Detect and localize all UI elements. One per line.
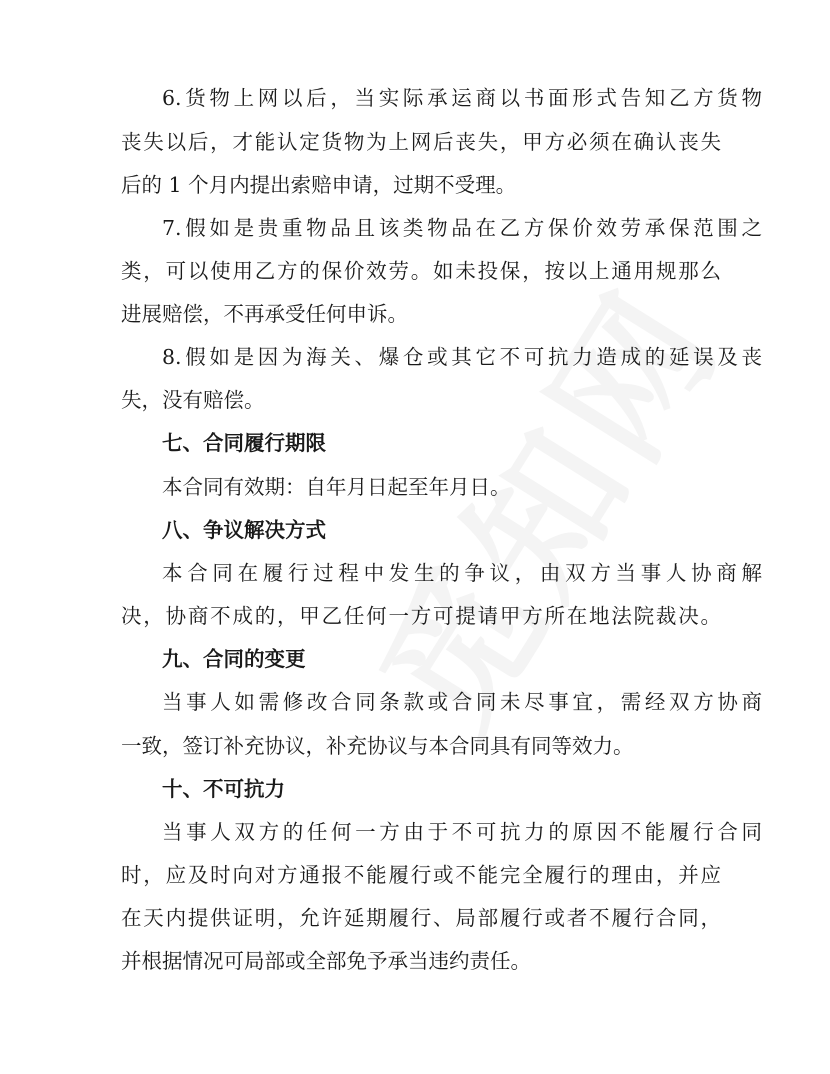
section-9-line-2: 一致，签订补充协议，补充协议与本合同具有同等效力。 xyxy=(121,734,634,758)
paragraph-8-line-1: 8.假如是因为海关、爆仓或其它不可抗力造成的延误及丧 xyxy=(162,345,762,369)
paragraph-6-line-1: 6.货物上网以后，当实际承运商以书面形式告知乙方货物 xyxy=(162,86,762,110)
section-heading-8: 八、争议解决方式 xyxy=(162,518,326,542)
paragraph-7-line-2: 类，可以使用乙方的保价效劳。如未投保，按以上通用规那么 xyxy=(121,259,721,283)
paragraph-6-line-3: 后的 1 个月内提出索赔申请，过期不受理。 xyxy=(121,173,517,197)
paragraph-7-line-3: 进展赔偿，不再承受任何申诉。 xyxy=(121,302,408,326)
paragraph-7-line-1: 7.假如是贵重物品且该类物品在乙方保价效劳承保范围之 xyxy=(162,216,762,240)
section-10-line-2: 时，应及时向对方通报不能履行或不能完全履行的理由，并应 xyxy=(121,863,721,887)
section-8-line-2: 决，协商不成的，甲乙任何一方可提请甲方所在地法院裁决。 xyxy=(121,604,721,628)
paragraph-8-line-2: 失，没有赔偿。 xyxy=(121,388,265,412)
section-heading-9: 九、合同的变更 xyxy=(162,647,306,671)
section-8-line-1: 本合同在履行过程中发生的争议，由双方当事人协商解 xyxy=(162,561,762,585)
section-9-line-1: 当事人如需修改合同条款或合同未尽事宜，需经双方协商 xyxy=(162,690,762,714)
section-heading-7: 七、合同履行期限 xyxy=(162,431,326,455)
section-10-line-3: 在天内提供证明，允许延期履行、局部履行或者不履行合同， xyxy=(121,906,721,930)
section-7-text: 本合同有效期：自年月日起至年月日。 xyxy=(162,475,511,499)
paragraph-6-line-2: 丧失以后，才能认定货物为上网后丧失，甲方必须在确认丧失 xyxy=(121,130,721,154)
section-10-line-4: 并根据情况可局部或全部免予承当违约责任。 xyxy=(121,949,531,973)
section-10-line-1: 当事人双方的任何一方由于不可抗力的原因不能履行合同 xyxy=(162,820,762,844)
section-heading-10: 十、不可抗力 xyxy=(162,777,285,801)
